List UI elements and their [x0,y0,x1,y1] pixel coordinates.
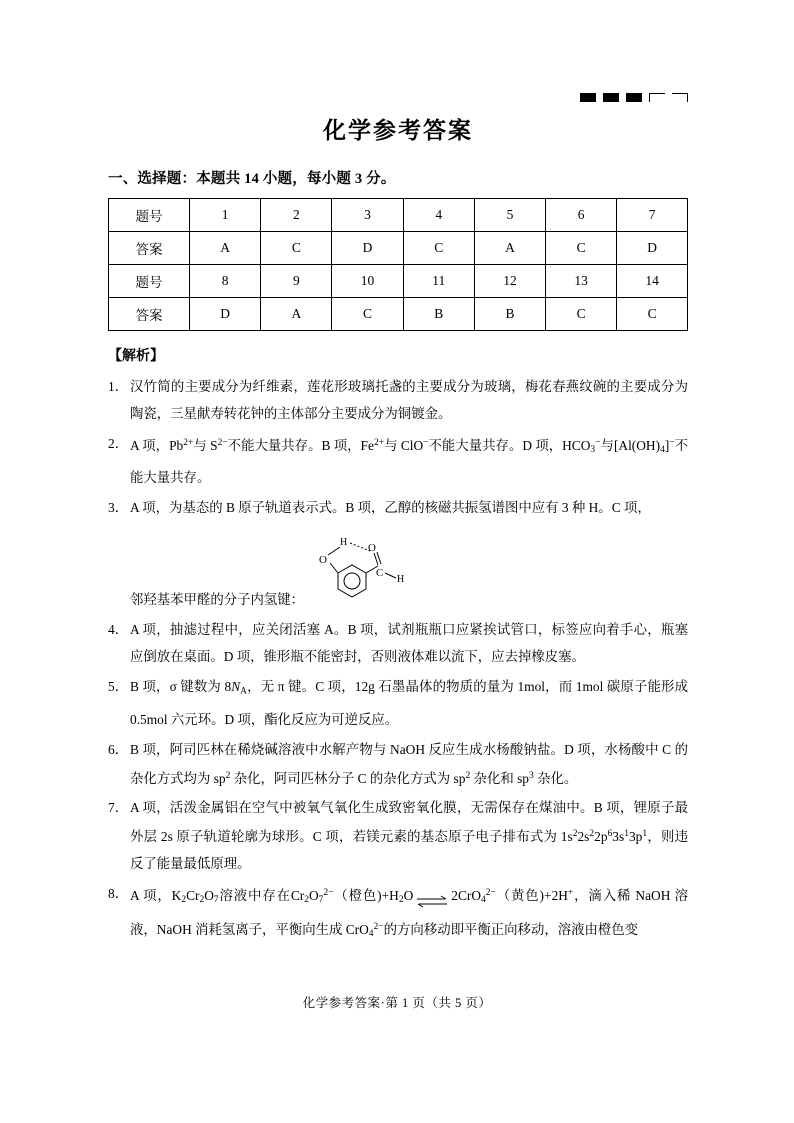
table-cell: 8 [190,265,261,298]
table-row [109,232,688,265]
analysis-item-2 [108,430,688,491]
table-cell: C [332,298,403,331]
item-text: A 项，$K_2Cr_2O_7$溶液中存在$Cr_2O_7^{2-}$（橙色)$+H_2O$ 2CrO$_4^{2-}$（黄色)+2H+，滴入稀 NaOH 溶液，NaOH 消耗氢离子，平衡向生成 CrO$_4^{2-}$的方向移动即平衡正向移动，溶液由橙色变 [130,887,688,940]
table-cell: 5 [474,199,545,232]
item-text: 汉竹简的主要成分为纤维素，莲花形玻璃托盏的主要成分为玻璃，梅花春燕纹碗的主要成分为陶瓷，三星献寿转花钟的主体部分主要成分为铜镀金。 [130,379,688,421]
table-cell: 6 [546,199,617,232]
page-footer: 化学参考答案·第 1 页（共 5 页） [302,996,492,1010]
table-cell: 题号 [109,199,190,232]
item-number: 8． [108,886,129,901]
table-cell: 1 [190,199,261,232]
table-cell: 2 [261,199,332,232]
document-content [108,84,688,951]
table-cell: 7 [617,199,688,232]
table-cell: B [403,298,474,331]
table-cell: 题号 [109,265,190,298]
table-cell: A [190,232,261,265]
analysis-label: 【解析】 [108,349,164,364]
item-number: 5． [108,679,129,695]
table-row [109,199,688,232]
analysis-item-8 [108,880,688,948]
table-cell: 9 [261,265,332,298]
salicylaldehyde-structure-icon [308,521,428,613]
table-cell: C [261,232,332,265]
section-heading: 一、选择题：本题共 14 小题，每小题 3 分。 [108,171,396,187]
table-cell: D [332,232,403,265]
table-cell: 4 [403,199,474,232]
table-cell: 答案 [109,232,190,265]
item-number: 1． [108,379,129,394]
item-number: 3． [108,500,129,516]
item-text: A 项，抽滤过程中，应关闭活塞 A。B 项，试剂瓶瓶口应紧挨试管口，标签应向着手心，瓶塞应倒放在桌面。D 项，锥形瓶不能密封，否则液体难以流下，应去掉橡皮塞。 [130,622,688,665]
item-number: 7． [108,800,129,816]
table-cell: D [190,298,261,331]
svg-text:C: C [376,567,384,580]
item-text: B 项，σ 键数为 $8N_A$，无 π 键。C 项，12g 石墨晶体的物质的量为 1mol，而 1mol 碳原子能形成 0.5mol 六元环。D 项，酯化反应为可逆反应。 [130,679,689,727]
item-text: B 项，阿司匹林在稀烧碱溶液中水解产物与 NaOH 反应生成水杨酸钠盐。D 项，水杨酸中 C 的杂化方式均为 $sp^2$ 杂化，阿司匹林分子 C 的杂化方式为 $sp^2$ 杂化和 $sp^3$ 杂化。 [130,741,688,786]
item-text: A 项，活泼金属铝在空气中被氧气氧化生成致密氧化膜，无需保存在煤油中。B 项，锂原子最外层 2s 原子轨道轮廓为球形。C 项，若镁元素的基态原子电子排布式为 $1s^22s^22p^63s^13p^1$，则违反了能量最低原理。 [130,800,688,871]
table-cell: 11 [403,265,474,298]
table-row [109,265,688,298]
table-cell: A [474,232,545,265]
answer-table [108,198,688,331]
table-cell: C [546,298,617,331]
table-cell: B [474,298,545,331]
table-cell: C [546,232,617,265]
analysis-item-7 [108,794,688,877]
svg-text:H: H [397,574,405,586]
item-text: A 项，$Pb^{2+}$与 $S^{2-}$不能大量共存。B 项，$Fe^{2+}$与 ClO−不能大量共存。D 项，$HCO_3^-$与$[Al(OH)_4]^-$不能大量共存。 [130,437,689,486]
table-row [109,298,688,331]
equilibrium-arrow-icon [415,890,449,904]
svg-text:O: O [368,542,377,555]
table-cell: D [617,232,688,265]
table-cell: A [261,298,332,331]
table-cell: 14 [617,265,688,298]
analysis-item-1 [108,373,688,427]
table-cell: 12 [474,265,545,298]
item-number: 2． [108,436,129,451]
page-title: 化学参考答案 [323,118,473,143]
analysis-item-5 [108,673,688,732]
table-cell: C [617,298,688,331]
table-cell: 答案 [109,298,190,331]
analysis-item-4 [108,616,688,670]
table-cell: 13 [546,265,617,298]
analysis-item-3 [108,494,688,613]
item-number: 6． [108,741,129,757]
item-text: A 项，为基态的 B 原子轨道表示式。B 项，乙醇的核磁共振氢谱图中应有 3 种 H。C 项， 邻羟基苯甲醛的分子内氢键： O H C O H [130,494,688,613]
svg-text:O: O [319,554,328,567]
item-number: 4． [108,622,129,638]
analysis-item-6 [108,736,688,792]
svg-text:H: H [340,537,348,549]
table-cell: 3 [332,199,403,232]
table-cell: 10 [332,265,403,298]
table-cell: C [403,232,474,265]
